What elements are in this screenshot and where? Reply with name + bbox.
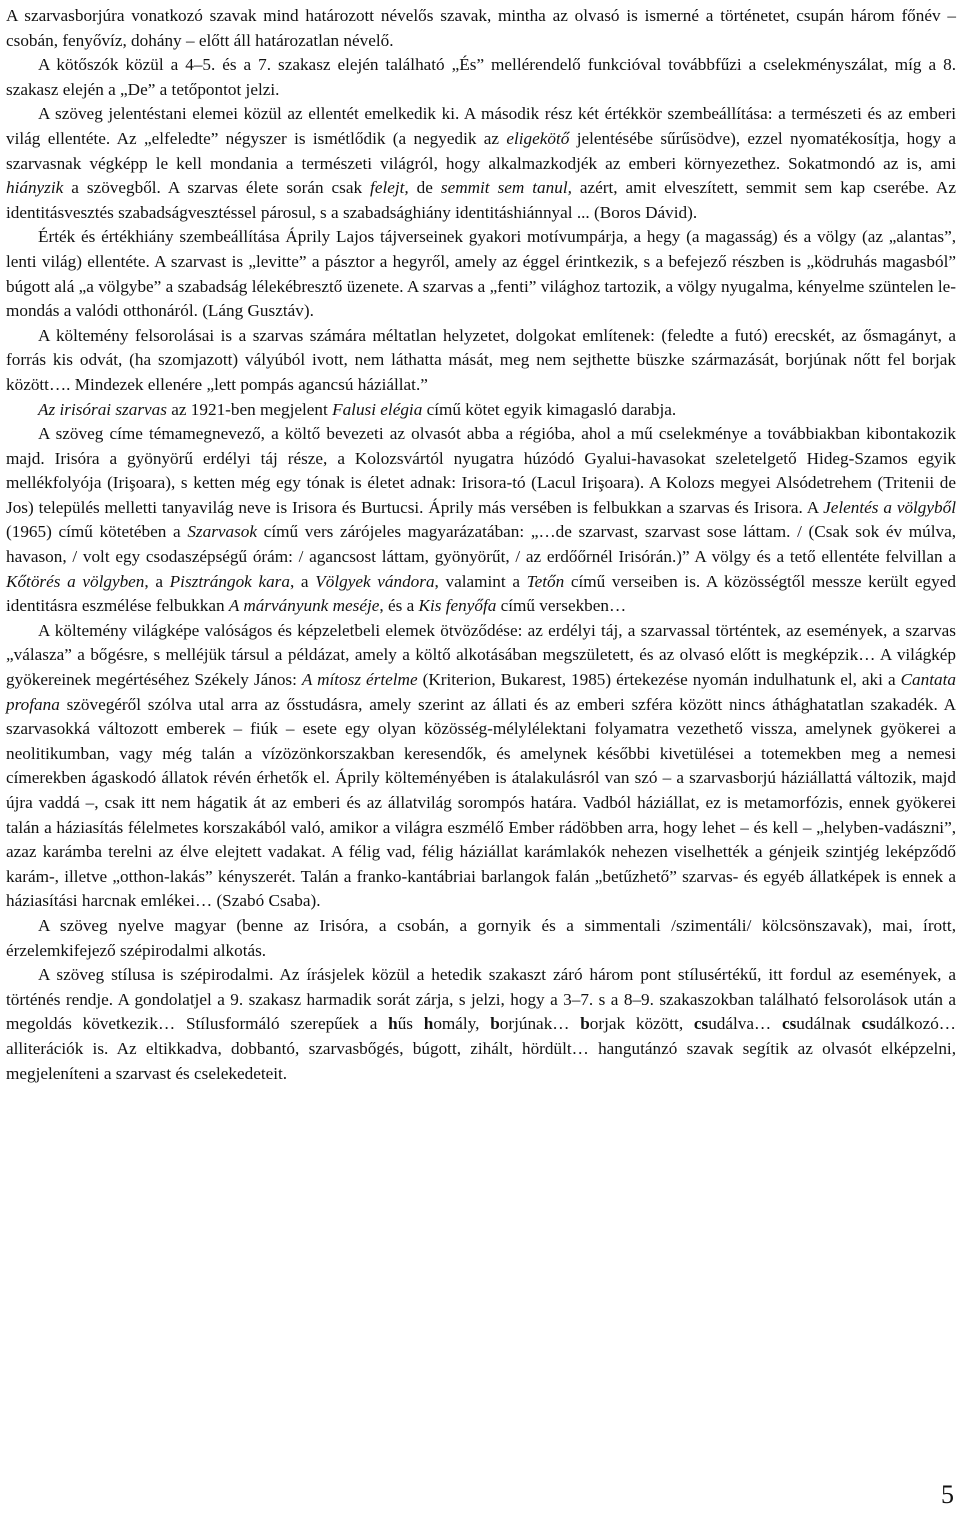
text-run: událva… [708, 1014, 782, 1034]
text-run: az 1921-ben megjelent [166, 399, 333, 419]
text-run: című kötet egyik kimagasló darabja. [422, 399, 677, 419]
paragraph [6, 324, 956, 398]
paragraph [6, 963, 956, 1086]
text-run: című verseiben is. A közösségtől messze került egyed identitásra eszmélése felbukkan [6, 571, 956, 616]
text-run: (1965) című kötetében a [6, 522, 188, 542]
page-number: 5 [941, 1480, 954, 1509]
bold-text: h [388, 1014, 398, 1034]
text-run: A szöveg címe témamegnevező, a költő bevezeti az olvasót abba a régióba, ahol a mű cselekménye a továbbiakban kibontakozik majd. Irisóra a gyönyörű erdélyi táj része, a Kolozsvártól nyugatra húzódó Gyalui-havasokat szeletelgető Hideg-Szamos egyik mellékfolyója (Irişoara), s ketten még egy tónak is életet adnak: Irisora-tó (Lacul Irişoara). A Kolozs megyei Alsódetrehem (Tritenii de Jos) település melletti tanyavilág neve is Irisora és Burtucsi. Áprily más versében is felbukkan a szarvas és Irisora. A [6, 424, 956, 517]
italic-text: semmit sem tanul, [440, 178, 572, 198]
paragraph [6, 102, 956, 225]
italic-text: Falusi elégia [332, 399, 423, 419]
text-run: című versekben… [496, 596, 627, 616]
italic-text: eligekötő [506, 128, 570, 148]
italic-text: Kis fenyőfa [418, 596, 497, 616]
text-run: A költemény világképe valóságos és képzeletbeli elemek ötvöződése: az erdélyi táj, a szarvassal történtek, az események, a szarvas „válasza” a bőgésre, s melléjük társul a példázat, amely a költő alkotásában megszületett, és az olvasó előtt is megképzik… A világkép gyökereinek megértéséhez Székely János: [6, 620, 956, 690]
italic-text: Völgyek vándora [315, 571, 435, 591]
text-run: orjak között, [589, 1014, 694, 1034]
text-run: a szövegből. A szarvas élete során csak [63, 178, 371, 198]
text-run: , a [289, 571, 316, 591]
text-run: událnak [796, 1014, 862, 1034]
document-body [6, 4, 956, 1086]
text-run: azért, amit elveszített, semmit sem kap cserébe. Az identitásvesztés szabadságvesztéssel párosul, s a szabadsághiány identitáshiánnyal ... (Boros Dávid). [6, 178, 956, 222]
paragraph [6, 914, 956, 963]
text-run: (Kriterion, Bukarest, 1985) értekezése nyomán indulhatunk el, aki a [417, 670, 901, 690]
text-run: jelentésébe sűrűsödve), ezzel nyomatékosítja, hogy a szarvasnak végképp le kell mondania a természeti világról, hogy alkalmazkodjék az emberi környezethez. Sokatmondó az is, ami [6, 128, 956, 173]
text-run: , és a [379, 596, 419, 616]
text-run: , valamint a [434, 571, 527, 591]
text-run: szövegéről szólva utal arra az ősstudásra, amely szerint az állati és az emberi szféra között nincs áthághatatlan szakadék. A szarvasokká változott emberek – fiúk – esete egy olyan közösség-mélylélektani folyamatra vezethető vissza, amelynek gyökerei a neolitikumban, vagy még talán a vízözönkorszakban keresendők, és amelynek későbbi kivetülései a totemekben meg a nemesi címerekben ágaskodó állatok révén érhetők el. Áprily költeményében is átalakulásról van szó – a szarvasborjú háziállattá változik, majd újra vaddá –, csak itt nem hágatik át az emberi és az állatvilág sorompós határa. Vadból háziállat, ez is metamorfózis, ennek gyökerei talán a háziasítás félelmetes korszakából való, amikor a világra eszmélő Ember rádöbben arra, hogy lehet – és kell – „helyben-vadászni”, azaz karámba terelni az élve elejtett vadakat. A félig vad, félig háziállat karámlakók nehezen viselhették a génjeik szintjég leképződő karám-, illetve „otthon-lakás” kényszerét. Talán a franko-kantábriai barlangok falán „betűzhető” szarvas- és egyéb állatképek is ennek a háziasítási harcnak emlékei… (Szabó Csaba). [6, 694, 956, 911]
italic-text: felejt, [370, 178, 409, 198]
italic-text: Cantata profana [6, 670, 956, 714]
bold-text: cs [781, 1014, 797, 1034]
text-run: A szöveg stílusa is szépirodalmi. Az írásjelek közül a hetedik szakaszt záró három pont stílusértékű, itt fordul az események, a történés rendje. A gondolatjel a 9. szakasz harmadik sorát zárja, s jelzi, hogy a 3–7. s a 8–9. szakaszokban található felsorolások után a megoldás következik… Stílusformáló szerepűek a [6, 965, 956, 1034]
text-run: s [406, 1014, 424, 1034]
text-run: A kötőszók közül a 4–5. és a 7. szakasz elején található „És” mellérendelő funkcióval továbbfűzi a cselekményszálat, míg a 8. szakasz elején a „De” a tetőpontot jelzi. [6, 55, 956, 99]
bold-text: cs [861, 1014, 876, 1034]
text-run: , a [144, 571, 170, 591]
paragraph [6, 4, 956, 53]
text-run: orjúnak… [499, 1014, 581, 1034]
text-run: Érték és értékhiány szembeállítása Áprily Lajos tájverseinek gyakori motívumpárja, a hegy (a magasság) és a völgy (az „alantas”, lenti világ) ellentéte. A szarvast is „levitte” a pásztor a hegyről, amely az éggel érintkezik, s a befejező részben is „ködruhás magasból” búgott alá „a völgybe” a szabadság lélekébresztő üzenete. A szarvas a „fenti” világhoz tartozik, a völgy nyugalma, kényelme szüntelen lemondás a valódi otthonáról. (Láng Gusztáv). [6, 227, 956, 321]
text-run: omály, [433, 1014, 491, 1034]
italic-text: A mítosz értelme [301, 670, 418, 690]
paragraph [6, 398, 956, 423]
bold-text: b [580, 1014, 590, 1034]
text-run: událkozó… alliterációk is. Az eltikkadva, dobbantó, szarvasbőgés, búgott, zihált, hördült… hangutánzó szavak segítik az olvasót elképzelni, megjeleníteni a szarvast és cselekedeteit. [6, 1014, 956, 1083]
italic-text: Az irisórai szarvas [38, 399, 167, 419]
paragraph [6, 619, 956, 914]
italic-text: Jelentés a völgyből [823, 497, 956, 517]
italic-text: hiányzik [6, 178, 64, 198]
text-run: A szöveg jelentéstani elemei közül az ellentét emelkedik ki. A második rész két értékkör szembeállítása: a természeti és az emberi világ ellentéte. Az „elfeledte” négyszer is ismétlődik (a negyedik az [6, 104, 956, 148]
italic-text: Pisztrángok kara [169, 571, 290, 591]
italic-text: Kőtörés a völgyben [6, 571, 145, 591]
italic-text: Tetőn [526, 571, 565, 591]
text-run: ű [397, 1014, 407, 1034]
text-run: című vers zárójeles magyarázatában: „…de szarvast, szarvast sose láttam. / (Csak sok év múlva, havason, / volt egy csodaszépségű órám: / agancsost láttam, gyönyörűt, / az erdőőrnél Irisórán.)” A völgy és a tető ellentéte felvillan a [6, 522, 956, 567]
italic-text: A márványunk meséje [228, 596, 380, 616]
text-run: de [408, 178, 441, 198]
paragraph [6, 225, 956, 323]
bold-text: b [490, 1014, 500, 1034]
text-run: A szarvasborjúra vonatkozó szavak mind határozott névelős szavak, mintha az olvasó is ismerné a történetet, csupán három főnév – csobán, fenyővíz, dohány – előtt áll határozatlan névelő. [6, 6, 956, 50]
paragraph [6, 53, 956, 102]
text-run: A szöveg nyelve magyar (benne az Irisóra, a csobán, a gornyik és a simmentali /szimentáli/ kölcsönszavak), mai, írott, érzelemkifejező szépirodalmi alkotás. [6, 915, 956, 960]
paragraph [6, 422, 956, 619]
bold-text: h [423, 1014, 434, 1034]
italic-text: Szarvasok [187, 522, 258, 542]
bold-text: cs [693, 1014, 709, 1034]
text-run: A költemény felsorolásai is a szarvas számára méltatlan helyzetet, dolgokat említenek: (feledte a futó) erecskét, az ősmagányt, a forrás kis odvát, (ha szomjazott) vályúból ivott, nem láthatta mását, meg nem sejthette büszke származását, borjúnak nőtt fel borjak között…. Mindezek ellenére „lett pompás agancsú háziállat.” [6, 325, 956, 394]
